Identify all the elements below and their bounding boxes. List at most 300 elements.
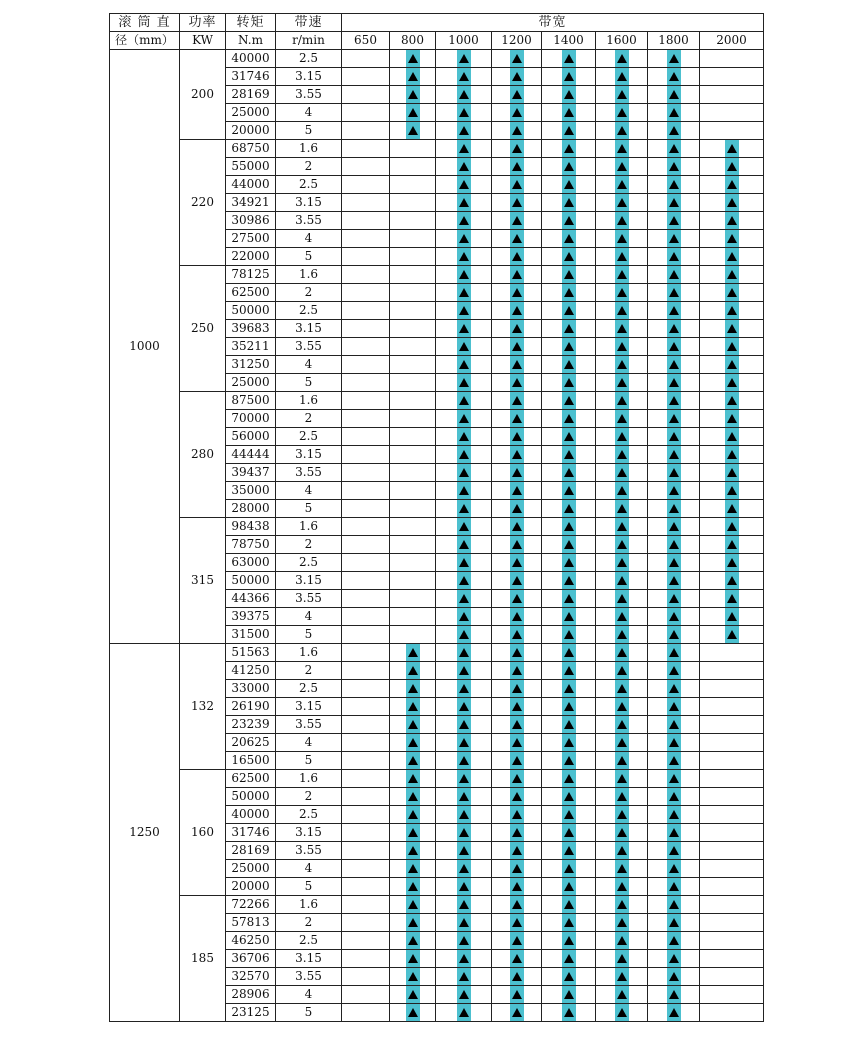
triangle-icon: [615, 194, 629, 211]
width-mark-cell: [542, 50, 596, 68]
triangle-icon: [510, 104, 524, 121]
width-mark-cell: [436, 788, 492, 806]
torque-cell: 50000: [226, 572, 276, 590]
triangle-icon: [667, 608, 681, 625]
width-mark-cell: [342, 122, 390, 140]
belt-width-header: 带宽: [342, 14, 764, 32]
width-mark-cell: [390, 104, 436, 122]
table-row: [110, 518, 764, 536]
width-mark-cell: [596, 104, 648, 122]
width-mark-cell: [542, 338, 596, 356]
triangle-icon: [615, 626, 629, 643]
table-row: [110, 896, 764, 914]
width-mark-cell: [436, 860, 492, 878]
width-mark-cell: [648, 122, 700, 140]
triangle-icon: [510, 140, 524, 157]
triangle-icon: [562, 410, 576, 427]
width-mark-cell: [436, 410, 492, 428]
width-mark-cell: [390, 320, 436, 338]
width-mark-cell: [648, 572, 700, 590]
triangle-icon: [615, 572, 629, 589]
width-mark-cell: [436, 536, 492, 554]
width-mark-cell: [436, 878, 492, 896]
speed-cell: 1.6: [276, 644, 342, 662]
width-mark-cell: [700, 104, 764, 122]
speed-cell: 4: [276, 608, 342, 626]
triangle-icon: [562, 194, 576, 211]
torque-cell: 36706: [226, 950, 276, 968]
triangle-icon: [457, 50, 471, 67]
triangle-icon: [457, 536, 471, 553]
triangle-icon: [510, 626, 524, 643]
width-mark-cell: [390, 662, 436, 680]
triangle-icon: [406, 986, 420, 1003]
width-mark-cell: [648, 104, 700, 122]
speed-cell: 2.5: [276, 176, 342, 194]
width-mark-cell: [492, 68, 542, 86]
width-mark-cell: [648, 896, 700, 914]
triangle-icon: [406, 698, 420, 715]
triangle-icon: [562, 680, 576, 697]
width-mark-cell: [436, 248, 492, 266]
triangle-icon: [725, 446, 739, 463]
width-mark-cell: [436, 68, 492, 86]
table-body: [110, 50, 764, 1022]
triangle-icon: [667, 500, 681, 517]
width-mark-cell: [596, 194, 648, 212]
width-mark-cell: [700, 626, 764, 644]
triangle-icon: [667, 248, 681, 265]
width-mark-cell: [700, 338, 764, 356]
speed-cell: 2: [276, 662, 342, 680]
torque-cell: 25000: [226, 104, 276, 122]
width-mark-cell: [492, 302, 542, 320]
width-mark-cell: [390, 914, 436, 932]
triangle-icon: [615, 50, 629, 67]
torque-cell: 28000: [226, 500, 276, 518]
width-mark-cell: [390, 644, 436, 662]
triangle-icon: [562, 608, 576, 625]
width-mark-cell: [542, 302, 596, 320]
width-mark-cell: [342, 626, 390, 644]
triangle-icon: [725, 464, 739, 481]
width-mark-cell: [492, 914, 542, 932]
width-mark-cell: [436, 662, 492, 680]
width-mark-cell: [390, 878, 436, 896]
triangle-icon: [406, 734, 420, 751]
triangle-icon: [510, 968, 524, 985]
width-mark-cell: [390, 392, 436, 410]
triangle-icon: [406, 86, 420, 103]
triangle-icon: [510, 392, 524, 409]
width-mark-cell: [700, 140, 764, 158]
width-mark-cell: [436, 842, 492, 860]
torque-cell: 78750: [226, 536, 276, 554]
triangle-icon: [457, 230, 471, 247]
width-mark-cell: [596, 140, 648, 158]
width-mark-cell: [542, 896, 596, 914]
triangle-icon: [615, 860, 629, 877]
triangle-icon: [615, 428, 629, 445]
width-mark-cell: [436, 446, 492, 464]
width-mark-cell: [700, 554, 764, 572]
width-mark-cell: [542, 914, 596, 932]
triangle-icon: [457, 320, 471, 337]
width-mark-cell: [648, 194, 700, 212]
torque-cell: 20625: [226, 734, 276, 752]
triangle-icon: [457, 158, 471, 175]
speed-cell: 3.15: [276, 320, 342, 338]
width-mark-cell: [436, 932, 492, 950]
triangle-icon: [667, 176, 681, 193]
speed-cell: 3.15: [276, 194, 342, 212]
speed-cell: 5: [276, 374, 342, 392]
torque-cell: 40000: [226, 806, 276, 824]
width-mark-cell: [342, 662, 390, 680]
width-mark-cell: [700, 374, 764, 392]
width-mark-cell: [596, 338, 648, 356]
triangle-icon: [615, 104, 629, 121]
triangle-icon: [667, 716, 681, 733]
width-mark-cell: [700, 770, 764, 788]
width-mark-cell: [648, 950, 700, 968]
triangle-icon: [510, 446, 524, 463]
width-mark-cell: [342, 518, 390, 536]
triangle-icon: [457, 428, 471, 445]
triangle-icon: [510, 176, 524, 193]
width-mark-cell: [596, 1004, 648, 1022]
width-mark-cell: [436, 284, 492, 302]
width-mark-cell: [436, 716, 492, 734]
torque-cell: 25000: [226, 374, 276, 392]
power-cell: 185: [180, 896, 226, 1022]
triangle-icon: [667, 644, 681, 661]
triangle-icon: [510, 698, 524, 715]
width-mark-cell: [342, 212, 390, 230]
speed-cell: 1.6: [276, 518, 342, 536]
triangle-icon: [457, 698, 471, 715]
triangle-icon: [562, 500, 576, 517]
triangle-icon: [562, 104, 576, 121]
triangle-icon: [406, 752, 420, 769]
triangle-icon: [615, 932, 629, 949]
triangle-icon: [615, 356, 629, 373]
width-mark-cell: [596, 878, 648, 896]
triangle-icon: [510, 464, 524, 481]
torque-cell: 44444: [226, 446, 276, 464]
triangle-icon: [510, 716, 524, 733]
width-mark-cell: [436, 374, 492, 392]
triangle-icon: [457, 860, 471, 877]
width-mark-cell: [390, 176, 436, 194]
width-mark-cell: [390, 932, 436, 950]
triangle-icon: [667, 914, 681, 931]
triangle-icon: [406, 860, 420, 877]
torque-cell: 23239: [226, 716, 276, 734]
width-mark-cell: [390, 788, 436, 806]
triangle-icon: [615, 338, 629, 355]
torque-cell: 55000: [226, 158, 276, 176]
triangle-icon: [667, 950, 681, 967]
torque-cell: 32570: [226, 968, 276, 986]
triangle-icon: [667, 86, 681, 103]
triangle-icon: [667, 968, 681, 985]
width-mark-cell: [390, 140, 436, 158]
torque-cell: 34921: [226, 194, 276, 212]
triangle-icon: [562, 122, 576, 139]
width-mark-cell: [542, 536, 596, 554]
width-mark-cell: [342, 392, 390, 410]
triangle-icon: [510, 194, 524, 211]
triangle-icon: [406, 680, 420, 697]
width-mark-cell: [492, 140, 542, 158]
width-mark-cell: [436, 482, 492, 500]
width-mark-cell: [648, 662, 700, 680]
width-mark-cell: [648, 86, 700, 104]
speed-cell: 3.55: [276, 86, 342, 104]
triangle-icon: [562, 626, 576, 643]
width-mark-cell: [492, 176, 542, 194]
width-mark-cell: [596, 248, 648, 266]
width-mark-cell: [648, 464, 700, 482]
width-mark-cell: [542, 356, 596, 374]
triangle-icon: [667, 212, 681, 229]
triangle-icon: [562, 878, 576, 895]
width-mark-cell: [390, 608, 436, 626]
width-mark-cell: [436, 626, 492, 644]
width-mark-cell: [492, 338, 542, 356]
triangle-icon: [510, 248, 524, 265]
triangle-icon: [510, 914, 524, 931]
triangle-icon: [615, 86, 629, 103]
triangle-icon: [510, 878, 524, 895]
width-650: 650: [342, 32, 390, 50]
width-mark-cell: [542, 842, 596, 860]
triangle-icon: [615, 698, 629, 715]
width-mark-cell: [542, 1004, 596, 1022]
width-mark-cell: [542, 392, 596, 410]
width-mark-cell: [700, 194, 764, 212]
table-row: [110, 266, 764, 284]
triangle-icon: [406, 644, 420, 661]
torque-cell: 62500: [226, 284, 276, 302]
width-mark-cell: [648, 428, 700, 446]
width-mark-cell: [436, 356, 492, 374]
triangle-icon: [510, 752, 524, 769]
triangle-icon: [510, 500, 524, 517]
width-mark-cell: [596, 626, 648, 644]
triangle-icon: [667, 986, 681, 1003]
triangle-icon: [725, 284, 739, 301]
width-mark-cell: [700, 788, 764, 806]
width-mark-cell: [436, 302, 492, 320]
width-mark-cell: [390, 464, 436, 482]
speed-cell: 2.5: [276, 806, 342, 824]
triangle-icon: [457, 590, 471, 607]
torque-cell: 39375: [226, 608, 276, 626]
triangle-icon: [457, 914, 471, 931]
triangle-icon: [667, 680, 681, 697]
width-mark-cell: [390, 500, 436, 518]
width-mark-cell: [648, 770, 700, 788]
torque-unit: N.m: [226, 32, 276, 50]
table-row: [110, 644, 764, 662]
triangle-icon: [667, 266, 681, 283]
torque-cell: 28169: [226, 86, 276, 104]
width-mark-cell: [436, 140, 492, 158]
width-mark-cell: [700, 50, 764, 68]
triangle-icon: [667, 698, 681, 715]
width-mark-cell: [542, 284, 596, 302]
speed-cell: 5: [276, 752, 342, 770]
triangle-icon: [562, 50, 576, 67]
width-mark-cell: [342, 86, 390, 104]
width-mark-cell: [542, 176, 596, 194]
width-mark-cell: [342, 50, 390, 68]
triangle-icon: [406, 878, 420, 895]
triangle-icon: [457, 392, 471, 409]
torque-cell: 40000: [226, 50, 276, 68]
triangle-icon: [457, 212, 471, 229]
width-mark-cell: [342, 824, 390, 842]
width-mark-cell: [390, 338, 436, 356]
triangle-icon: [667, 734, 681, 751]
triangle-icon: [562, 86, 576, 103]
triangle-icon: [667, 140, 681, 157]
width-mark-cell: [542, 68, 596, 86]
width-mark-cell: [648, 320, 700, 338]
torque-cell: 98438: [226, 518, 276, 536]
speed-cell: 5: [276, 122, 342, 140]
width-mark-cell: [700, 608, 764, 626]
triangle-icon: [457, 482, 471, 499]
triangle-icon: [457, 770, 471, 787]
width-mark-cell: [596, 392, 648, 410]
width-mark-cell: [390, 680, 436, 698]
speed-cell: 3.55: [276, 212, 342, 230]
width-mark-cell: [390, 212, 436, 230]
width-mark-cell: [436, 338, 492, 356]
width-mark-cell: [596, 86, 648, 104]
width-mark-cell: [542, 716, 596, 734]
triangle-icon: [667, 230, 681, 247]
width-mark-cell: [436, 914, 492, 932]
triangle-icon: [406, 770, 420, 787]
width-mark-cell: [492, 680, 542, 698]
torque-cell: 30986: [226, 212, 276, 230]
triangle-icon: [562, 482, 576, 499]
width-mark-cell: [542, 158, 596, 176]
speed-cell: 4: [276, 104, 342, 122]
triangle-icon: [562, 806, 576, 823]
torque-cell: 31746: [226, 824, 276, 842]
width-mark-cell: [700, 356, 764, 374]
torque-cell: 39437: [226, 464, 276, 482]
triangle-icon: [406, 104, 420, 121]
width-mark-cell: [596, 266, 648, 284]
width-mark-cell: [596, 50, 648, 68]
width-mark-cell: [492, 374, 542, 392]
width-mark-cell: [542, 860, 596, 878]
triangle-icon: [667, 410, 681, 427]
width-mark-cell: [700, 302, 764, 320]
width-mark-cell: [436, 428, 492, 446]
triangle-icon: [725, 500, 739, 517]
triangle-icon: [615, 950, 629, 967]
width-mark-cell: [542, 752, 596, 770]
speed-cell: 4: [276, 860, 342, 878]
width-mark-cell: [648, 338, 700, 356]
width-mark-cell: [492, 842, 542, 860]
triangle-icon: [562, 932, 576, 949]
width-mark-cell: [342, 716, 390, 734]
triangle-icon: [667, 158, 681, 175]
triangle-icon: [667, 536, 681, 553]
width-mark-cell: [492, 500, 542, 518]
width-mark-cell: [648, 914, 700, 932]
width-mark-cell: [390, 86, 436, 104]
triangle-icon: [667, 824, 681, 841]
speed-cell: 1.6: [276, 266, 342, 284]
width-mark-cell: [700, 950, 764, 968]
triangle-icon: [510, 680, 524, 697]
width-mark-cell: [596, 446, 648, 464]
table-row: [110, 770, 764, 788]
torque-cell: 33000: [226, 680, 276, 698]
width-mark-cell: [492, 212, 542, 230]
width-mark-cell: [342, 482, 390, 500]
triangle-icon: [615, 446, 629, 463]
width-mark-cell: [700, 986, 764, 1004]
triangle-icon: [510, 590, 524, 607]
width-mark-cell: [342, 950, 390, 968]
triangle-icon: [667, 302, 681, 319]
triangle-icon: [457, 572, 471, 589]
width-800: 800: [390, 32, 436, 50]
width-mark-cell: [390, 752, 436, 770]
width-mark-cell: [700, 536, 764, 554]
width-mark-cell: [596, 752, 648, 770]
triangle-icon: [667, 626, 681, 643]
width-mark-cell: [492, 248, 542, 266]
width-mark-cell: [542, 446, 596, 464]
triangle-icon: [615, 248, 629, 265]
triangle-icon: [725, 212, 739, 229]
width-mark-cell: [342, 158, 390, 176]
width-mark-cell: [390, 986, 436, 1004]
width-mark-cell: [648, 734, 700, 752]
triangle-icon: [457, 752, 471, 769]
width-mark-cell: [342, 356, 390, 374]
triangle-icon: [406, 824, 420, 841]
triangle-icon: [510, 86, 524, 103]
speed-cell: 2.5: [276, 554, 342, 572]
width-mark-cell: [492, 860, 542, 878]
triangle-icon: [457, 968, 471, 985]
triangle-icon: [457, 608, 471, 625]
triangle-icon: [406, 806, 420, 823]
width-mark-cell: [390, 572, 436, 590]
triangle-icon: [457, 806, 471, 823]
width-mark-cell: [596, 284, 648, 302]
width-mark-cell: [542, 788, 596, 806]
width-mark-cell: [342, 230, 390, 248]
width-mark-cell: [700, 464, 764, 482]
width-mark-cell: [436, 770, 492, 788]
width-mark-cell: [492, 536, 542, 554]
triangle-icon: [510, 356, 524, 373]
torque-cell: 50000: [226, 788, 276, 806]
